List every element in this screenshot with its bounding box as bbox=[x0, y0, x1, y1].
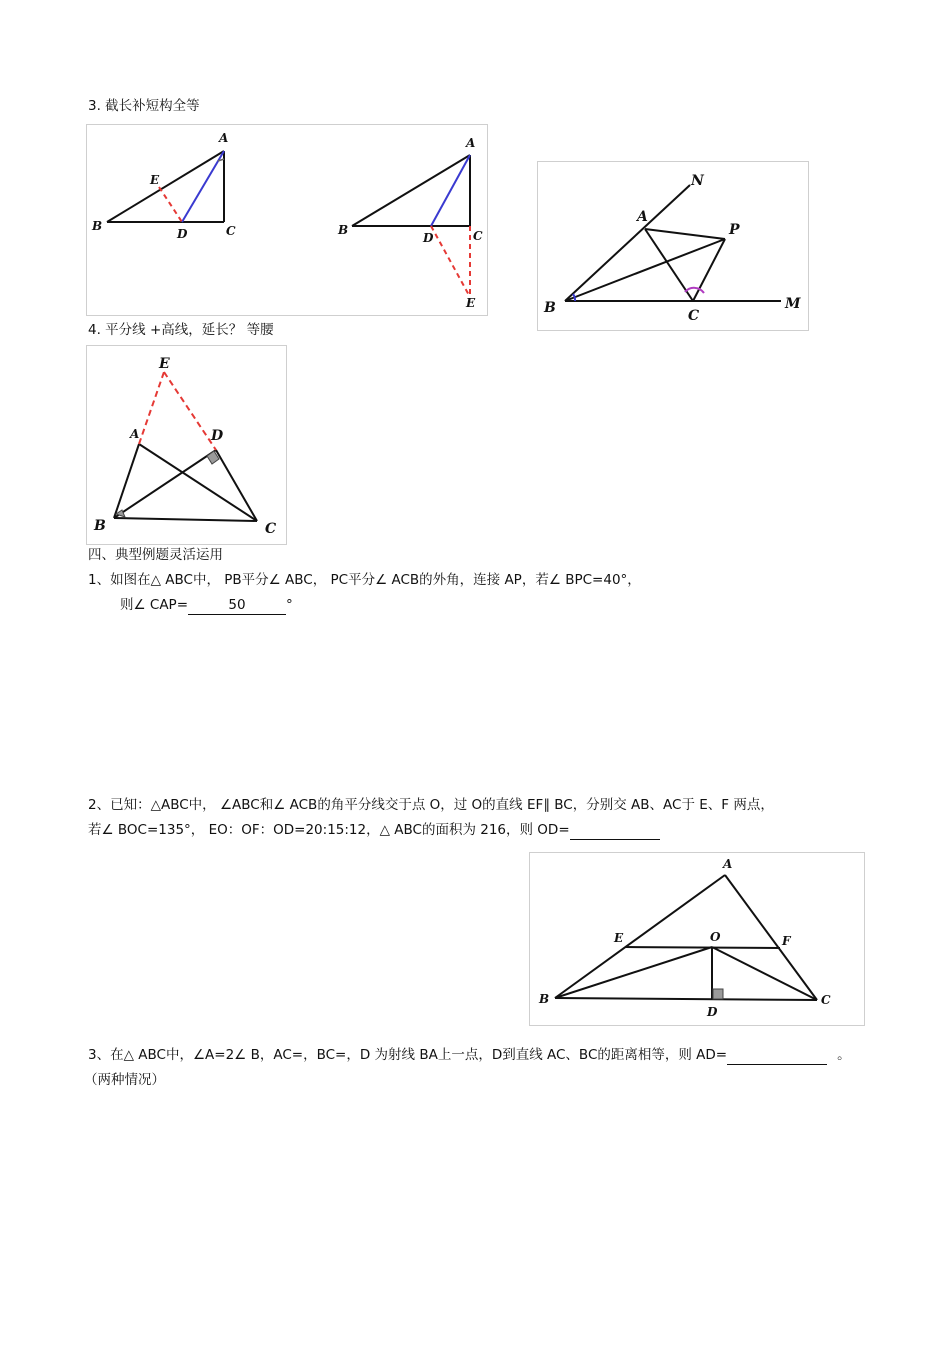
problem-1-answer-blank[interactable]: 50 bbox=[188, 596, 286, 615]
fig3-label-c: C bbox=[688, 308, 700, 324]
section-title-typical-examples: 四、典型例题灵活运用 bbox=[88, 547, 223, 563]
problem-2-statement: 2、已知：△ABC中， ∠ABC和∠ ACB的角平分线交于点 O，过 O的直线 EF∥ BC，分别交 AB、AC于 E、F 两点， bbox=[88, 797, 774, 813]
fig2-dashed-de bbox=[431, 226, 470, 297]
fig1-label-b: B bbox=[92, 219, 103, 233]
fig5-label-f: F bbox=[782, 934, 791, 948]
fig4-side-bc bbox=[114, 518, 257, 521]
problem-1-question-prefix: 则∠ CAP= bbox=[120, 597, 189, 613]
fig5-line-ef bbox=[625, 947, 780, 948]
fig4-label-d: D bbox=[211, 428, 224, 444]
fig2-label-c: C bbox=[473, 229, 483, 243]
fig1-label-d: D bbox=[177, 227, 188, 241]
fig3-ray-bn bbox=[565, 185, 690, 301]
figure-3-svg bbox=[538, 162, 808, 330]
problem-3-suffix: 。 bbox=[837, 1047, 851, 1063]
fig2-label-e: E bbox=[466, 296, 476, 310]
figure-5-svg bbox=[530, 853, 864, 1025]
fig1-label-c: C bbox=[226, 224, 236, 238]
fig5-side-ac bbox=[725, 875, 817, 1000]
fig5-label-a: A bbox=[723, 857, 733, 871]
fig3-label-m: M bbox=[785, 296, 801, 312]
problem-2-answer-blank[interactable] bbox=[570, 821, 660, 840]
problem-1-question bbox=[120, 596, 293, 615]
fig5-right-angle-mark bbox=[713, 989, 723, 999]
fig1-bisector-ad bbox=[182, 151, 224, 222]
fig4-side-ab bbox=[114, 444, 139, 518]
fig4-label-c: C bbox=[265, 521, 277, 537]
fig2-label-a: A bbox=[466, 136, 476, 150]
fig5-bisector-co bbox=[712, 947, 817, 1000]
fig5-label-d: D bbox=[707, 1005, 718, 1019]
fig5-label-e: E bbox=[614, 931, 624, 945]
fig3-label-n: N bbox=[691, 173, 704, 189]
fig3-segment-bp bbox=[565, 239, 725, 301]
fig4-label-a: A bbox=[130, 427, 140, 441]
fig5-side-bc bbox=[555, 998, 817, 1000]
fig1-side-ab bbox=[107, 151, 224, 222]
fig2-label-d: D bbox=[423, 231, 434, 245]
fig3-segment-ap bbox=[645, 229, 725, 239]
problem-3-note: （两种情况） bbox=[84, 1072, 165, 1088]
figure-parallel-through-incenter bbox=[529, 852, 865, 1026]
fig4-label-b: B bbox=[94, 518, 106, 534]
fig1-dashed-ed bbox=[159, 187, 182, 222]
fig1-label-a: A bbox=[219, 131, 229, 145]
fig5-label-o: O bbox=[710, 930, 721, 944]
section-title-4: 4. 平分线 +高线，延长？ 等腰 bbox=[88, 322, 274, 338]
fig3-label-b: B bbox=[544, 300, 556, 316]
problem-2-question bbox=[88, 821, 660, 840]
fig5-bisector-bo bbox=[555, 947, 712, 998]
fig1-label-e: E bbox=[150, 173, 160, 187]
problem-2-question-text: 若∠ BOC=135°， EO：OF：OD=20:15:12，△ ABC的面积为 216，则 OD= bbox=[88, 822, 570, 838]
figure-4-svg bbox=[87, 346, 286, 544]
fig2-label-b: B bbox=[338, 223, 349, 237]
fig3-label-a: A bbox=[637, 209, 648, 225]
figure-1-2-svg bbox=[87, 125, 487, 315]
fig5-label-c: C bbox=[821, 993, 831, 1007]
fig4-side-ac bbox=[139, 444, 257, 521]
fig3-label-p: P bbox=[729, 222, 740, 238]
problem-3-question-text: 3、在△ ABC中，∠A=2∠ B，AC=，BC=，D 为射线 BA上一点，D到直线 AC、BC的距离相等，则 AD= bbox=[88, 1047, 728, 1063]
fig3-segment-cp bbox=[693, 239, 725, 301]
fig5-side-ab bbox=[555, 875, 725, 998]
fig4-segment-dc bbox=[216, 450, 257, 521]
figure-cut-long-fill-short bbox=[86, 124, 488, 316]
fig4-dashed-ed bbox=[164, 372, 216, 450]
figure-exterior-bisector bbox=[537, 161, 809, 331]
problem-1-degree: ° bbox=[286, 597, 293, 613]
problem-1-statement: 1、如图在△ ABC中， PB平分∠ ABC， PC平分∠ ACB的外角，连接 AP，若∠ BPC=40°， bbox=[88, 572, 641, 588]
fig5-label-b: B bbox=[539, 992, 550, 1006]
fig2-side-ab bbox=[352, 155, 470, 226]
problem-3-statement bbox=[88, 1046, 851, 1065]
figure-bisector-altitude bbox=[86, 345, 287, 545]
fig4-dashed-ae bbox=[139, 372, 164, 444]
problem-3-answer-blank[interactable] bbox=[727, 1046, 827, 1065]
section-title-3: 3. 截长补短构全等 bbox=[88, 98, 200, 114]
fig4-label-e: E bbox=[159, 356, 170, 372]
